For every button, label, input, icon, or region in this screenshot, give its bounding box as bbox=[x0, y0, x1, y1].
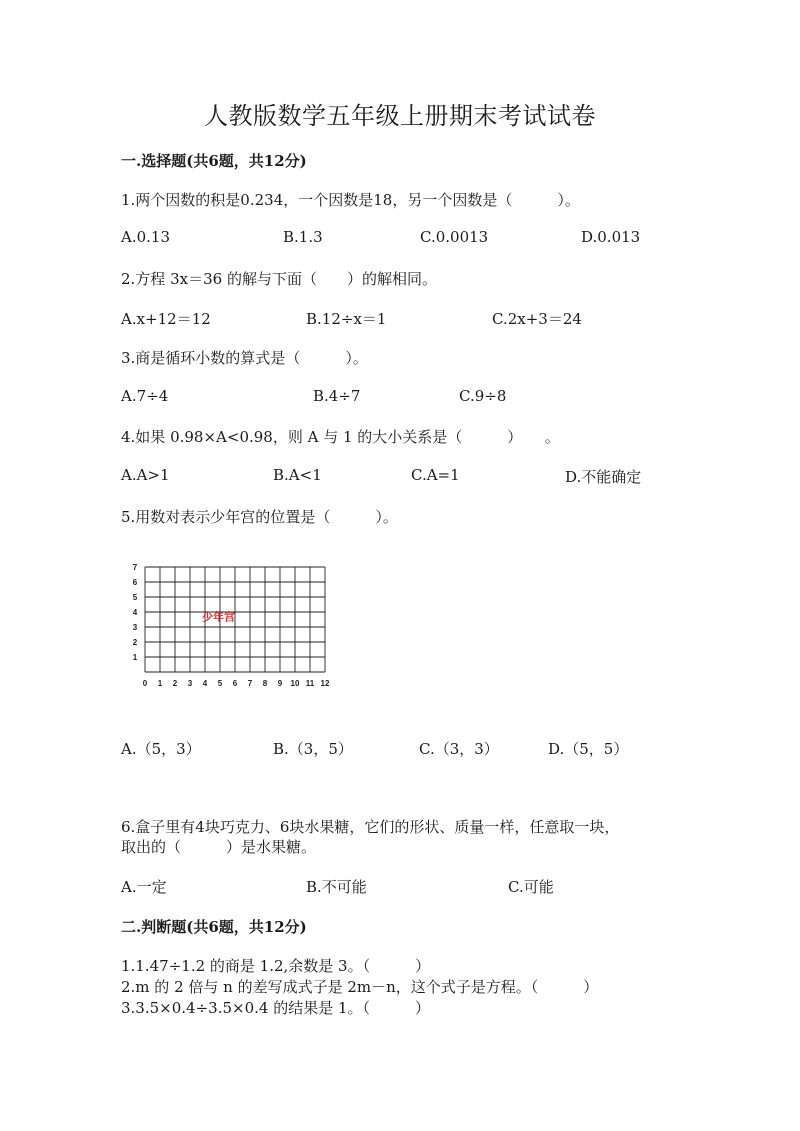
coordinate-grid bbox=[125, 562, 335, 692]
question-6-option-b: B.不可能 bbox=[306, 878, 367, 896]
question-6-line-1: 6.盒子里有4块巧克力、6块水果糖，它们的形状、质量一样，任意取一块， bbox=[121, 818, 620, 836]
x-tick-label: 2 bbox=[172, 679, 178, 688]
x-tick-label: 0 bbox=[142, 679, 148, 688]
coordinate-grid-svg bbox=[125, 562, 335, 692]
judgment-question-3: 3.3.5×0.4÷3.5×0.4 的结果是 1。（ ） bbox=[121, 999, 431, 1017]
question-4-option-b: B.A<1 bbox=[273, 466, 322, 484]
section-heading-judgment: 二.判断题(共6题，共12分) bbox=[121, 918, 307, 936]
question-1-option-c: C.0.0013 bbox=[420, 228, 489, 246]
x-tick-label: 11 bbox=[305, 679, 315, 688]
judgment-question-2: 2.m 的 2 倍与 n 的差写成式子是 2m－n，这个式子是方程。（ ） bbox=[121, 978, 599, 996]
question-2-option-a: A.x+12＝12 bbox=[121, 310, 211, 328]
y-tick-label: 7 bbox=[132, 563, 138, 572]
y-tick-label: 2 bbox=[132, 638, 138, 647]
question-6-option-c: C.可能 bbox=[508, 878, 554, 896]
question-3: 3.商是循环小数的算式是（ ）。 bbox=[121, 349, 368, 367]
x-tick-label: 10 bbox=[290, 679, 300, 688]
question-6-option-a: A.一定 bbox=[121, 878, 167, 896]
y-tick-label: 6 bbox=[132, 578, 138, 587]
y-tick-label: 3 bbox=[132, 623, 138, 632]
question-5-option-a: A.（5，3） bbox=[121, 740, 201, 758]
marker-label-youth-palace: 少年宫 bbox=[202, 610, 235, 624]
question-5-option-b: B.（3，5） bbox=[273, 740, 353, 758]
question-6-line-2: 取出的（ ）是水果糖。 bbox=[121, 838, 317, 856]
question-5: 5.用数对表示少年宫的位置是（ ）。 bbox=[121, 508, 398, 526]
question-1-option-d: D.0.013 bbox=[581, 228, 641, 246]
question-5-option-c: C.（3，3） bbox=[419, 740, 499, 758]
section-heading-choice: 一.选择题(共6题，共12分) bbox=[121, 152, 307, 170]
x-tick-label: 8 bbox=[262, 679, 268, 688]
question-2-option-b: B.12÷x＝1 bbox=[306, 310, 387, 328]
question-4-option-a: A.A>1 bbox=[121, 466, 170, 484]
y-tick-label: 1 bbox=[132, 653, 138, 662]
x-tick-label: 4 bbox=[202, 679, 208, 688]
question-2-option-c: C.2x+3＝24 bbox=[492, 310, 582, 328]
question-4-option-d: D.不能确定 bbox=[565, 468, 642, 486]
question-4: 4.如果 0.98×A<0.98，则 A 与 1 的大小关系是（ ） 。 bbox=[121, 428, 560, 446]
x-tick-label: 6 bbox=[232, 679, 238, 688]
judgment-question-1: 1.1.47÷1.2 的商是 1.2,余数是 3。（ ） bbox=[121, 957, 431, 975]
x-tick-label: 7 bbox=[247, 679, 253, 688]
question-1-option-a: A.0.13 bbox=[121, 228, 170, 246]
x-tick-label: 3 bbox=[187, 679, 193, 688]
x-tick-label: 5 bbox=[217, 679, 223, 688]
x-tick-label: 12 bbox=[320, 679, 330, 688]
x-tick-label: 1 bbox=[157, 679, 163, 688]
page-title: 人教版数学五年级上册期末考试试卷 bbox=[204, 102, 596, 130]
question-3-option-b: B.4÷7 bbox=[313, 387, 361, 405]
question-2: 2.方程 3x＝36 的解与下面（ ）的解相同。 bbox=[121, 270, 437, 288]
question-3-option-c: C.9÷8 bbox=[459, 387, 507, 405]
question-5-option-d: D.（5，5） bbox=[548, 740, 629, 758]
x-tick-label: 9 bbox=[277, 679, 283, 688]
question-4-option-c: C.A=1 bbox=[411, 466, 460, 484]
y-tick-label: 5 bbox=[132, 593, 138, 602]
question-3-option-a: A.7÷4 bbox=[121, 387, 169, 405]
question-1: 1.两个因数的积是0.234，一个因数是18，另一个因数是（ ）。 bbox=[121, 191, 580, 209]
y-tick-label: 4 bbox=[132, 608, 138, 617]
question-1-option-b: B.1.3 bbox=[283, 228, 323, 246]
